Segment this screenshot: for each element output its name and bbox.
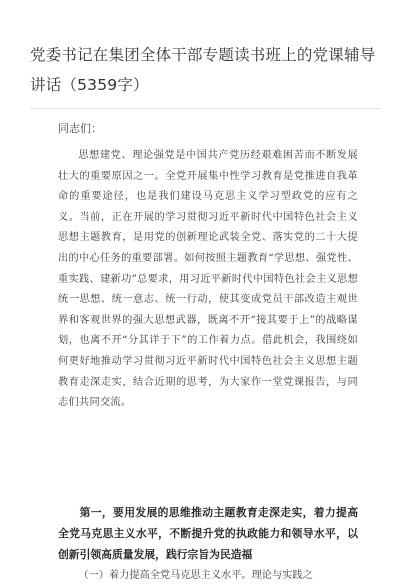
title-divider: [30, 108, 380, 109]
body-paragraph: 思想建党、理论强党是中国共产党历经艰难困苦而不断发展壮大的重要原因之一。全党开展集中性学习教育是党推进自我革命的重要途径，也是我们建设马克思主义学习型政党的应有之义。当前，正在开展的学习贯彻习近平新时代中国特色社会主义思想主题教育，是用党的创新理论武装全党、落实党的二十大提出的中心任务的重要部署。如何按照主题教育“学思想、强党性、重实践、建新功”总要求，用习近平新时代中国特色社会主义思想统一思想、统一意志、统一行动，使其变成党员干部改造主观世界和客观世界的强大思想武器，既离不开“接其要于上”的战略谋划，也离不开“分其详于下”的工作着力点。借此机会，我围绕如何更好地推动学习贯彻习近平新时代中国特色社会主义思想主题教育走深走实，结合近期的思考，为大家作一堂党课报告，与同志们共同交流。: [58, 150, 358, 409]
page-title: 党委书记在集团全体干部专题读书班上的党课辅导讲话（5359字）: [30, 46, 376, 94]
section-heading: 第一，要用发展的思维推动主题教育走深走实，着力提高全党马克思主义水平，不断提升党的执政能力和领导水平，以创新引领高质量发展，践行宗旨为民造福: [58, 506, 358, 561]
salutation: 同志们：: [58, 122, 102, 135]
subsection-line: （一）着力提高全党马克思主义水平。理论与实践之: [78, 570, 313, 581]
